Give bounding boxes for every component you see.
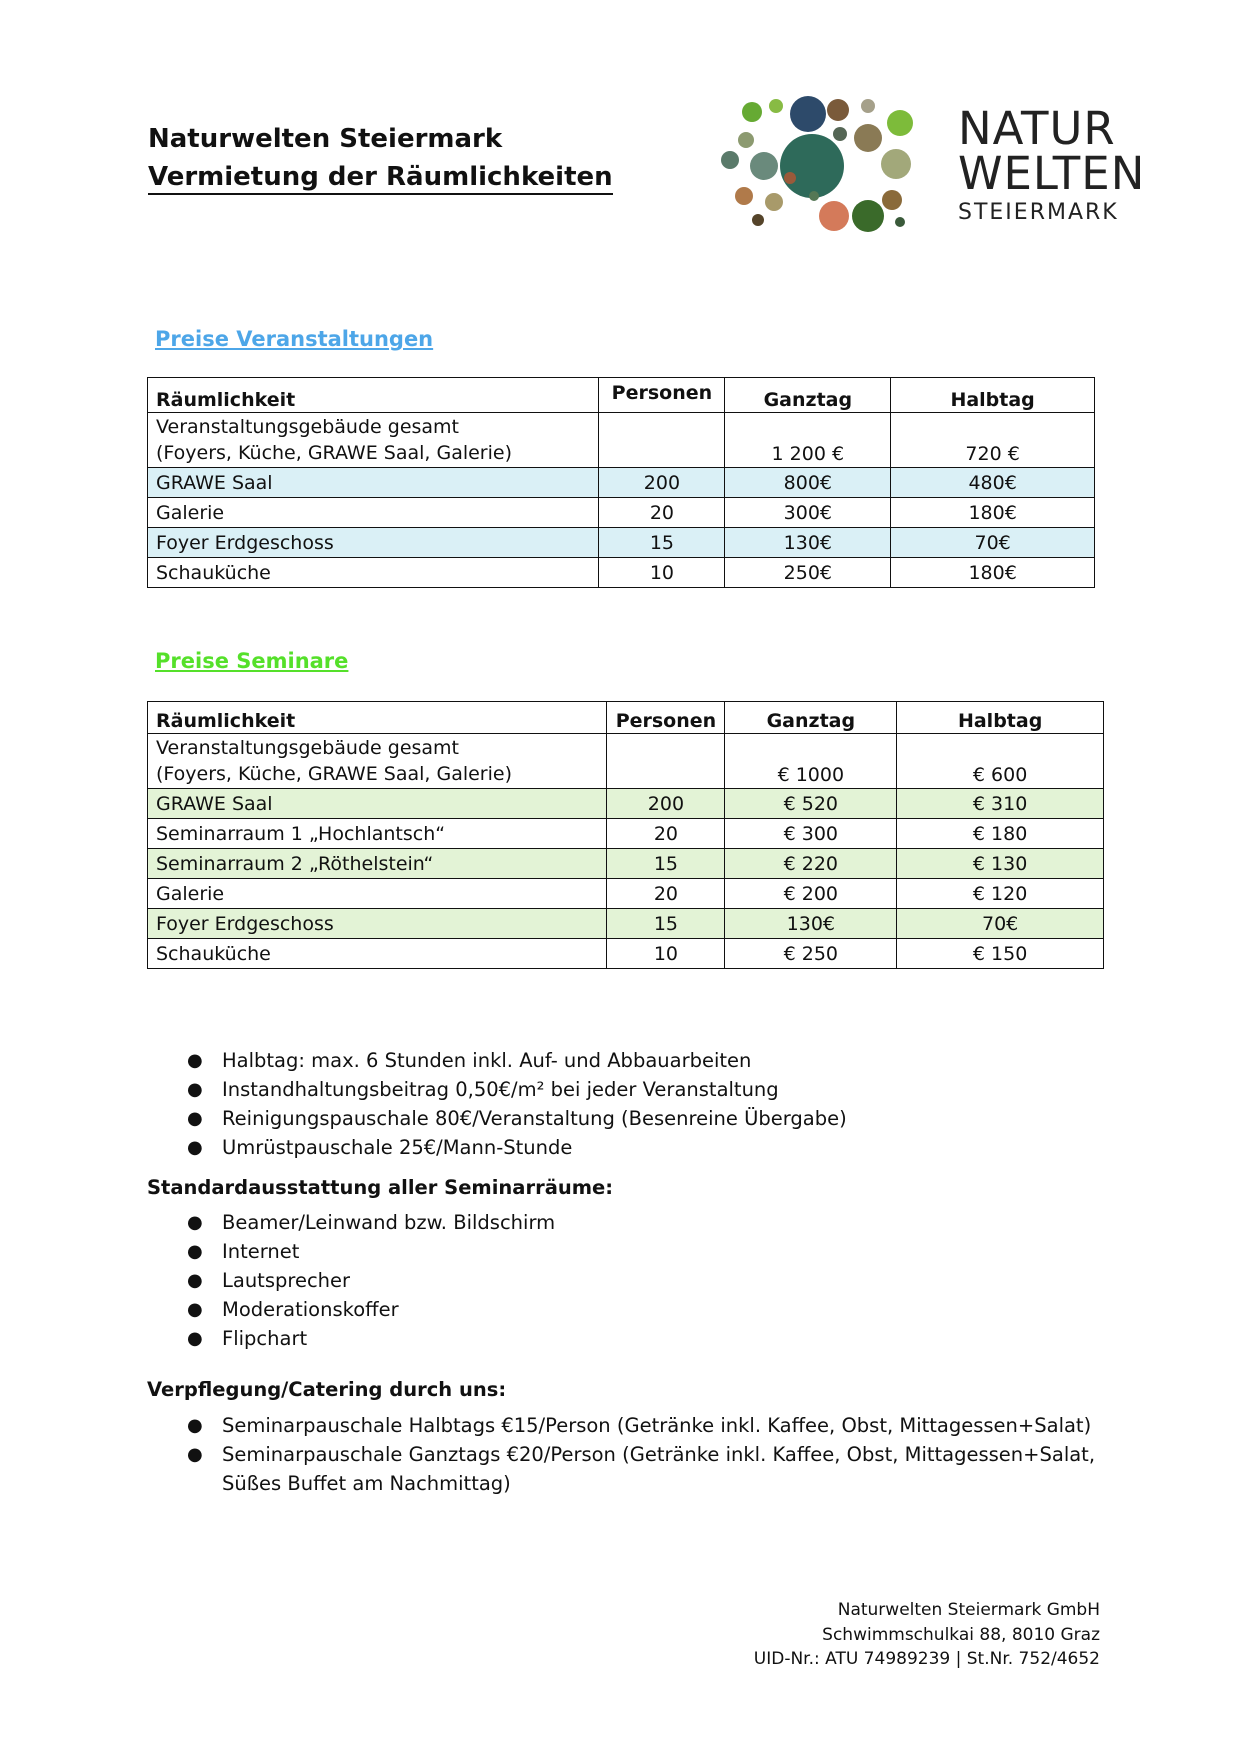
persons-cell: 15 bbox=[599, 528, 725, 558]
catering-heading: Verpflegung/Catering durch uns: bbox=[147, 1378, 507, 1401]
fullday-price-cell: € 220 bbox=[725, 849, 897, 879]
room-cell: Foyer Erdgeschoss bbox=[148, 909, 607, 939]
room-cell: GRAWE Saal bbox=[148, 789, 607, 819]
halfday-price-cell: € 310 bbox=[897, 789, 1104, 819]
room-cell: Seminarraum 1 „Hochlantsch“ bbox=[148, 819, 607, 849]
persons-cell: 20 bbox=[607, 879, 725, 909]
room-name-line: (Foyers, Küche, GRAWE Saal, Galerie) bbox=[156, 763, 512, 785]
room-cell bbox=[148, 734, 607, 789]
equipment-list bbox=[147, 1208, 1107, 1353]
persons-cell: 200 bbox=[607, 789, 725, 819]
persons-cell: 10 bbox=[607, 939, 725, 969]
catering-list bbox=[147, 1411, 1107, 1498]
halfday-price-cell: 70€ bbox=[891, 528, 1095, 558]
fullday-price-cell: 130€ bbox=[725, 528, 891, 558]
room-name-line: (Foyers, Küche, GRAWE Saal, Galerie) bbox=[156, 442, 512, 464]
room-cell: Schauküche bbox=[148, 558, 599, 588]
table-header-row bbox=[148, 702, 1104, 734]
veranstaltungen-table bbox=[147, 377, 1095, 588]
column-header: Ganztag bbox=[725, 378, 891, 413]
table-row bbox=[148, 413, 1095, 468]
footer-tax-ids: UID-Nr.: ATU 74989239 | St.Nr. 752/4652 bbox=[753, 1649, 1100, 1669]
halfday-price-cell: € 150 bbox=[897, 939, 1104, 969]
logo-line-welten: WELTEN bbox=[958, 147, 1146, 200]
list-item: ● Moderationskoffer bbox=[147, 1295, 1107, 1324]
table-row bbox=[148, 528, 1095, 558]
room-cell: GRAWE Saal bbox=[148, 468, 599, 498]
bullet-icon: ● bbox=[187, 1079, 203, 1100]
halfday-price-cell: 480€ bbox=[891, 468, 1095, 498]
table-row bbox=[148, 939, 1104, 969]
halfday-price-cell: 180€ bbox=[891, 498, 1095, 528]
seminare-heading: Preise Seminare bbox=[155, 649, 349, 673]
table-row bbox=[148, 819, 1104, 849]
room-cell: Galerie bbox=[148, 498, 599, 528]
bullet-icon: ● bbox=[187, 1212, 203, 1233]
column-header: Halbtag bbox=[897, 702, 1104, 734]
column-header: Räumlichkeit bbox=[148, 378, 599, 413]
list-item: ● Seminarpauschale Ganztags €20/Person (Getränke inkl. Kaffee, Obst, Mittagessen+Salat, Süßes Buffet am Nachmittag) bbox=[147, 1440, 1107, 1498]
bullet-icon: ● bbox=[187, 1444, 203, 1465]
halfday-price-cell: € 180 bbox=[897, 819, 1104, 849]
halfday-price-cell: € 600 bbox=[897, 734, 1104, 789]
persons-cell bbox=[599, 413, 725, 468]
document-subtitle: Vermietung der Räumlichkeiten bbox=[148, 162, 613, 195]
list-item: ● Beamer/Leinwand bzw. Bildschirm bbox=[147, 1208, 1107, 1237]
table-row bbox=[148, 558, 1095, 588]
room-name-line: Veranstaltungsgebäude gesamt bbox=[156, 737, 460, 759]
list-item: ● Internet bbox=[147, 1237, 1107, 1266]
persons-cell: 15 bbox=[607, 849, 725, 879]
table-row bbox=[148, 468, 1095, 498]
list-item: ● Halbtag: max. 6 Stunden inkl. Auf- und Abbauarbeiten bbox=[147, 1046, 1107, 1075]
room-cell bbox=[148, 413, 599, 468]
list-item: ● Lautsprecher bbox=[147, 1266, 1107, 1295]
seminare-table bbox=[147, 701, 1104, 969]
footer-address: Schwimmschulkai 88, 8010 Graz bbox=[822, 1624, 1100, 1645]
table-row bbox=[148, 734, 1104, 789]
naturwelten-logo bbox=[718, 88, 1168, 238]
persons-cell: 200 bbox=[599, 468, 725, 498]
room-cell: Seminarraum 2 „Röthelstein“ bbox=[148, 849, 607, 879]
bullet-icon: ● bbox=[187, 1108, 203, 1129]
halfday-price-cell: € 130 bbox=[897, 849, 1104, 879]
persons-cell: 20 bbox=[599, 498, 725, 528]
halfday-price-cell: 180€ bbox=[891, 558, 1095, 588]
halfday-price-cell: 70€ bbox=[897, 909, 1104, 939]
table-row bbox=[148, 498, 1095, 528]
room-cell: Foyer Erdgeschoss bbox=[148, 528, 599, 558]
fullday-price-cell: € 300 bbox=[725, 819, 897, 849]
room-cell: Galerie bbox=[148, 879, 607, 909]
persons-cell bbox=[607, 734, 725, 789]
table-header-row bbox=[148, 378, 1095, 413]
fullday-price-cell: € 520 bbox=[725, 789, 897, 819]
table-row bbox=[148, 789, 1104, 819]
list-item: ● Flipchart bbox=[147, 1324, 1107, 1353]
bullet-icon: ● bbox=[187, 1050, 203, 1071]
bullet-icon: ● bbox=[187, 1137, 203, 1158]
veranstaltungen-heading: Preise Veranstaltungen bbox=[155, 327, 434, 351]
fullday-price-cell: € 200 bbox=[725, 879, 897, 909]
list-item: ● Umrüstpauschale 25€/Mann-Stunde bbox=[147, 1133, 1107, 1162]
fullday-price-cell: 130€ bbox=[725, 909, 897, 939]
column-header: Räumlichkeit bbox=[148, 702, 607, 734]
bullet-icon: ● bbox=[187, 1299, 203, 1320]
document-title: Naturwelten Steiermark bbox=[148, 124, 503, 154]
table-row bbox=[148, 879, 1104, 909]
halfday-price-cell: € 120 bbox=[897, 879, 1104, 909]
fullday-price-cell: 800€ bbox=[725, 468, 891, 498]
list-item: ● Reinigungspauschale 80€/Veranstaltung (Besenreine Übergabe) bbox=[147, 1104, 1107, 1133]
logo-line-natur: NATUR bbox=[958, 102, 1116, 155]
bullet-icon: ● bbox=[187, 1415, 203, 1436]
persons-cell: 20 bbox=[607, 819, 725, 849]
notes-list bbox=[147, 1046, 1107, 1162]
list-item: ● Seminarpauschale Halbtags €15/Person (Getränke inkl. Kaffee, Obst, Mittagessen+Salat) bbox=[147, 1411, 1107, 1440]
table-row bbox=[148, 909, 1104, 939]
fullday-price-cell: 300€ bbox=[725, 498, 891, 528]
logo-wordmark bbox=[958, 102, 1146, 225]
column-header: Halbtag bbox=[891, 378, 1095, 413]
bullet-icon: ● bbox=[187, 1241, 203, 1262]
bullet-icon: ● bbox=[187, 1270, 203, 1291]
fullday-price-cell: 250€ bbox=[725, 558, 891, 588]
room-name-line: Veranstaltungsgebäude gesamt bbox=[156, 416, 460, 438]
table-row bbox=[148, 849, 1104, 879]
equipment-heading: Standardausstattung aller Seminarräume: bbox=[147, 1176, 614, 1199]
column-header: Ganztag bbox=[725, 702, 897, 734]
column-header: Personen bbox=[599, 378, 725, 413]
persons-cell: 10 bbox=[599, 558, 725, 588]
list-item: ● Instandhaltungsbeitrag 0,50€/m² bei jeder Veranstaltung bbox=[147, 1075, 1107, 1104]
column-header: Personen bbox=[607, 702, 725, 734]
fullday-price-cell: 1 200 € bbox=[725, 413, 891, 468]
bullet-icon: ● bbox=[187, 1328, 203, 1349]
logo-line-steiermark: STEIERMARK bbox=[958, 200, 1119, 225]
fullday-price-cell: € 250 bbox=[725, 939, 897, 969]
company-footer bbox=[754, 1598, 1100, 1672]
halfday-price-cell: 720 € bbox=[891, 413, 1095, 468]
fullday-price-cell: € 1000 bbox=[725, 734, 897, 789]
logo-circles-icon bbox=[718, 88, 928, 238]
footer-company-name: Naturwelten Steiermark GmbH bbox=[837, 1600, 1100, 1620]
persons-cell: 15 bbox=[607, 909, 725, 939]
room-cell: Schauküche bbox=[148, 939, 607, 969]
